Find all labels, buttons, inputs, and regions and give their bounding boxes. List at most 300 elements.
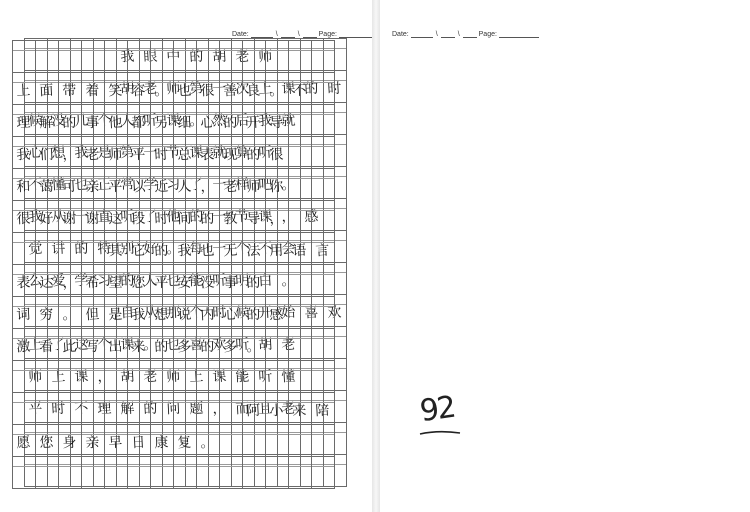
grid-cell xyxy=(105,265,128,297)
essay-character: 上 xyxy=(50,368,66,386)
grid-cell xyxy=(151,73,174,105)
essay-character: 老 xyxy=(84,146,100,164)
grid-cell xyxy=(197,393,220,425)
date-separator: \ xyxy=(457,31,460,38)
essay-character: 是 xyxy=(96,144,112,162)
date-separator: \ xyxy=(297,31,300,38)
grid-cell xyxy=(289,169,312,201)
essay-character: 一 xyxy=(211,176,227,194)
essay-character: 愿 xyxy=(15,434,31,452)
grid-cell xyxy=(59,329,82,361)
essay-character: 很 xyxy=(15,210,31,228)
grid-cell xyxy=(36,425,59,457)
essay-character: 老 xyxy=(142,80,158,98)
essay-character: 的 xyxy=(153,242,169,260)
grid-cell xyxy=(289,361,312,393)
essay-character: 白 xyxy=(257,272,273,290)
essay-character: 课 xyxy=(119,336,135,354)
grid-cell xyxy=(197,137,220,169)
page-label: Page: xyxy=(478,31,497,38)
essay-character: 时 xyxy=(153,210,169,228)
essay-character: 平 xyxy=(130,146,146,164)
essay-character: 心 xyxy=(199,114,215,132)
essay-character: 望 xyxy=(107,274,123,292)
grid-cell xyxy=(36,361,59,393)
grid-cell xyxy=(266,265,289,297)
essay-character: 。 xyxy=(280,176,296,194)
page-label: Page: xyxy=(318,31,337,38)
grid-cell xyxy=(36,233,59,265)
page-gutter xyxy=(372,0,380,512)
grid-cell xyxy=(82,137,105,169)
grid-cell xyxy=(174,361,197,393)
grid-cell xyxy=(243,73,266,105)
grid-cell xyxy=(151,425,174,457)
grid-cell xyxy=(128,393,151,425)
essay-character: 复 xyxy=(176,434,192,452)
essay-character: 表 xyxy=(15,274,31,292)
grid-cell xyxy=(105,73,128,105)
essay-character: 一 xyxy=(211,80,227,98)
essay-character: 另 xyxy=(153,114,169,132)
essay-character: 老 xyxy=(280,400,296,418)
essay-character: 康 xyxy=(153,434,169,452)
essay-character: 不 xyxy=(73,400,89,418)
score-underline-mark xyxy=(418,430,462,436)
essay-character: 平 xyxy=(153,274,169,292)
essay-character: 开 xyxy=(245,114,261,132)
grid-cell xyxy=(243,105,266,137)
grid-cell xyxy=(13,73,36,105)
grid-cell xyxy=(243,361,266,393)
essay-character: 平 xyxy=(27,400,43,418)
grid-cell xyxy=(128,265,151,297)
grid-cell xyxy=(105,41,128,73)
essay-character: 心 xyxy=(27,144,43,162)
essay-character: 细 xyxy=(176,114,192,132)
essay-character: 阿 xyxy=(245,402,261,420)
essay-character: 课 xyxy=(280,80,296,98)
essay-character: 喜 xyxy=(188,336,204,354)
essay-character: 课 xyxy=(188,144,204,162)
left-page-header xyxy=(232,26,379,38)
essay-character: 的 xyxy=(61,114,77,132)
essay-character: 解 xyxy=(119,400,135,418)
essay-character: 的 xyxy=(245,146,261,164)
grid-cell xyxy=(13,297,36,329)
grid-cell xyxy=(105,393,128,425)
essay-character: 老 xyxy=(234,48,250,66)
essay-character: 师 xyxy=(107,146,123,164)
essay-character: 节 xyxy=(234,208,250,226)
grid-cell xyxy=(266,73,289,105)
grid-cell xyxy=(220,297,243,329)
grid-cell xyxy=(151,265,174,297)
essay-character: 理 xyxy=(96,400,112,418)
grid-cell xyxy=(36,73,59,105)
grid-cell xyxy=(36,41,59,73)
essay-character: 常 xyxy=(119,176,135,194)
grid-cell xyxy=(128,329,151,361)
essay-character: 正 xyxy=(96,176,112,194)
essay-character: 我 xyxy=(257,112,273,130)
grid-cell xyxy=(82,233,105,265)
essay-character: 蔼 xyxy=(38,178,54,196)
essay-character: 激 xyxy=(15,338,31,356)
grid-cell xyxy=(105,425,128,457)
grid-cell xyxy=(220,361,243,393)
essay-character: 用 xyxy=(268,242,284,260)
essay-character: 导 xyxy=(268,114,284,132)
grid-cell xyxy=(266,137,289,169)
grid-cell xyxy=(36,329,59,361)
essay-character: 此 xyxy=(61,338,77,356)
grid-cell xyxy=(13,361,36,393)
grid-cell xyxy=(128,105,151,137)
essay-character: 间 xyxy=(176,210,192,228)
essay-character: 感 xyxy=(268,306,284,324)
essay-character: 会 xyxy=(280,240,296,258)
essay-character: 容 xyxy=(130,82,146,100)
essay-character: 就 xyxy=(280,112,296,130)
grid-cell xyxy=(266,233,289,265)
grid-cell xyxy=(243,329,266,361)
grid-cell xyxy=(289,73,312,105)
essay-character: 的 xyxy=(153,338,169,356)
essay-character: 上 xyxy=(15,82,31,100)
grid-cell xyxy=(197,233,220,265)
grid-cell xyxy=(36,297,59,329)
grid-cell xyxy=(266,169,289,201)
essay-character: 也 xyxy=(176,82,192,100)
grid-cell xyxy=(174,329,197,361)
essay-character: 每 xyxy=(188,240,204,258)
grid-cell xyxy=(151,361,174,393)
essay-character: 。 xyxy=(61,306,77,324)
grid-cell xyxy=(151,201,174,233)
grid-cell xyxy=(312,73,335,105)
grid-cell xyxy=(220,169,243,201)
grid-cell xyxy=(312,105,335,137)
grid-cell xyxy=(243,457,266,489)
grid-cell xyxy=(197,425,220,457)
essay-character: 导 xyxy=(245,210,261,228)
grid-cell xyxy=(174,297,197,329)
grid-cell xyxy=(174,201,197,233)
grid-cell xyxy=(243,233,266,265)
grid-cell xyxy=(243,169,266,201)
essay-character: 的 xyxy=(119,272,135,290)
grid-cell xyxy=(312,393,335,425)
essay-character: 听 xyxy=(142,112,158,130)
essay-character: 的 xyxy=(303,80,319,98)
essay-character: 课 xyxy=(257,208,273,226)
grid-cell xyxy=(82,297,105,329)
essay-character: 你 xyxy=(268,178,284,196)
essay-character: 中 xyxy=(165,48,181,66)
grid-cell xyxy=(13,41,36,73)
essay-character: 很 xyxy=(268,146,284,164)
grid-cell xyxy=(312,41,335,73)
grid-cell xyxy=(312,425,335,457)
grid-cell xyxy=(105,329,128,361)
date-blank xyxy=(441,30,455,38)
grid-cell xyxy=(289,137,312,169)
essay-character: 穷 xyxy=(38,306,54,324)
essay-character: 感 xyxy=(303,208,319,226)
essay-character: 总 xyxy=(176,146,192,164)
grid-cell xyxy=(243,265,266,297)
grid-cell xyxy=(59,361,82,393)
grid-cell xyxy=(105,169,128,201)
grid-cell xyxy=(59,137,82,169)
essay-character: 言 xyxy=(314,242,330,260)
essay-character: 别 xyxy=(119,240,135,258)
essay-character: 表 xyxy=(199,146,215,164)
essay-character: 老 xyxy=(280,336,296,354)
date-blank xyxy=(411,30,433,38)
grid-cell xyxy=(105,457,128,489)
grid-cell xyxy=(243,393,266,425)
essay-character: 了 xyxy=(50,336,66,354)
essay-character: 多 xyxy=(222,338,238,356)
grid-cell xyxy=(289,329,312,361)
grid-cell xyxy=(266,329,289,361)
grid-cell xyxy=(128,425,151,457)
essay-character: 平 xyxy=(107,178,123,196)
essay-character: 的 xyxy=(245,306,261,324)
essay-character: 陪 xyxy=(314,402,330,420)
essay-character: 希 xyxy=(84,274,100,292)
grid-cell xyxy=(266,105,289,137)
grid-cell xyxy=(266,425,289,457)
essay-character: 候 xyxy=(234,304,250,322)
essay-character: 人 xyxy=(176,178,192,196)
essay-character: 多 xyxy=(176,338,192,356)
grid-cell xyxy=(82,41,105,73)
essay-character: 胡 xyxy=(119,80,135,98)
essay-character: 亲 xyxy=(84,434,100,452)
essay-character: 以 xyxy=(130,178,146,196)
essay-character: 听 xyxy=(257,368,273,386)
essay-character: 但 xyxy=(84,306,100,324)
essay-character: 来 xyxy=(130,338,146,356)
essay-character: 时 xyxy=(153,146,169,164)
grid-cell xyxy=(82,105,105,137)
essay-character: 这 xyxy=(107,210,123,228)
grid-cell xyxy=(128,201,151,233)
essay-character: 师 xyxy=(257,48,273,66)
essay-character: 看 xyxy=(38,338,54,356)
grid-cell xyxy=(105,361,128,393)
essay-character: 的 xyxy=(245,274,261,292)
grid-cell xyxy=(13,169,36,201)
essay-character: 好 xyxy=(38,210,54,228)
grid-cell xyxy=(243,425,266,457)
grid-cell xyxy=(220,425,243,457)
essay-character: 自 xyxy=(119,304,135,322)
essay-character: 教 xyxy=(222,210,238,228)
grid-cell xyxy=(82,393,105,425)
grid-cell xyxy=(312,265,335,297)
essay-character: 时 xyxy=(211,304,227,322)
essay-character: 了 xyxy=(142,208,158,226)
essay-character: 不 xyxy=(257,240,273,258)
essay-character: 老 xyxy=(142,368,158,386)
essay-character: 。 xyxy=(165,240,181,258)
essay-character: ， xyxy=(280,208,296,226)
right-page-header xyxy=(392,26,539,38)
essay-character: 第 xyxy=(188,80,204,98)
essay-character: 师 xyxy=(27,368,43,386)
essay-character: 语 xyxy=(291,242,307,260)
grid-cell xyxy=(59,105,82,137)
grid-cell xyxy=(105,137,128,169)
grid-cell xyxy=(174,105,197,137)
grid-cell xyxy=(59,201,82,233)
essay-character: 能 xyxy=(188,272,204,290)
grid-cell xyxy=(312,329,335,361)
essay-character: 个 xyxy=(234,240,250,258)
date-label: Date: xyxy=(232,31,249,38)
essay-character: 觉 xyxy=(27,240,43,258)
essay-character: 听 xyxy=(257,144,273,162)
grid-cell xyxy=(128,233,151,265)
right-writing-grid xyxy=(12,40,335,489)
essay-character: 词 xyxy=(15,306,31,324)
essay-character: 眼 xyxy=(142,48,158,66)
grid-cell xyxy=(243,201,266,233)
essay-character: 我 xyxy=(130,306,146,324)
essay-character: 始 xyxy=(280,304,296,322)
grid-cell xyxy=(36,457,59,489)
essay-character: 候 xyxy=(27,112,43,130)
grid-cell xyxy=(82,457,105,489)
essay-character: 欢 xyxy=(326,304,342,322)
grid-cell xyxy=(197,457,220,489)
date-separator: \ xyxy=(435,31,438,38)
essay-character: 都 xyxy=(130,114,146,132)
grid-cell xyxy=(197,361,220,393)
essay-character: 算 xyxy=(234,144,250,162)
essay-character: 想 xyxy=(50,144,66,162)
essay-character: 其 xyxy=(107,242,123,260)
grid-cell xyxy=(59,73,82,105)
grid-cell xyxy=(174,169,197,201)
essay-character: 谢 xyxy=(84,210,100,228)
grid-cell xyxy=(128,297,151,329)
date-blank xyxy=(303,30,317,38)
grid-cell xyxy=(59,233,82,265)
grid-cell xyxy=(174,265,197,297)
essay-character: 您 xyxy=(130,274,146,292)
essay-character: 您 xyxy=(38,434,54,452)
grid-cell xyxy=(151,41,174,73)
essay-character: 也 xyxy=(165,336,181,354)
essay-character: 。 xyxy=(153,82,169,100)
essay-character: 安 xyxy=(176,274,192,292)
grid-cell xyxy=(13,233,36,265)
grid-cell xyxy=(13,137,36,169)
grid-cell xyxy=(266,41,289,73)
grid-cell xyxy=(174,425,197,457)
essay-character: 后 xyxy=(234,112,250,130)
essay-character: 就 xyxy=(211,144,227,162)
essay-character: 能 xyxy=(234,368,250,386)
essay-character: 那 xyxy=(165,304,181,322)
grid-cell xyxy=(13,265,36,297)
essay-character: 从 xyxy=(142,304,158,322)
grid-cell xyxy=(59,393,82,425)
grid-cell xyxy=(289,457,312,489)
grid-cell xyxy=(289,425,312,457)
essay-character: 然 xyxy=(211,112,227,130)
essay-character: 开 xyxy=(257,304,273,322)
essay-character: 不 xyxy=(291,82,307,100)
essay-character: 几 xyxy=(73,112,89,130)
grid-cell xyxy=(220,137,243,169)
grid-cell xyxy=(82,265,105,297)
grid-cell xyxy=(197,73,220,105)
essay-character: 早 xyxy=(107,434,123,452)
grid-cell xyxy=(174,73,197,105)
date-blank xyxy=(463,30,477,38)
grid-cell xyxy=(197,297,220,329)
essay-character: 且 xyxy=(257,400,273,418)
grid-cell xyxy=(151,393,174,425)
grid-cell xyxy=(36,169,59,201)
grid-cell xyxy=(82,425,105,457)
essay-character: 达 xyxy=(38,274,54,292)
grid-cell xyxy=(59,169,82,201)
grid-cell xyxy=(36,137,59,169)
essay-character: 事 xyxy=(84,114,100,132)
grid-cell xyxy=(174,393,197,425)
essay-character: 第 xyxy=(119,144,135,162)
grid-cell xyxy=(243,41,266,73)
essay-character: 也 xyxy=(73,176,89,194)
essay-character: 笑 xyxy=(107,82,123,100)
essay-character: 个 xyxy=(96,112,112,130)
grid-cell xyxy=(197,265,220,297)
grid-cell xyxy=(13,201,36,233)
grid-cell xyxy=(197,169,220,201)
essay-character: 人 xyxy=(142,272,158,290)
grid-cell xyxy=(312,361,335,393)
grid-cell xyxy=(197,329,220,361)
essay-character: ， xyxy=(211,400,227,418)
grid-cell xyxy=(197,201,220,233)
grid-cell xyxy=(151,297,174,329)
essay-character: 。 xyxy=(268,82,284,100)
grid-cell xyxy=(13,393,36,425)
essay-character: 的 xyxy=(199,210,215,228)
essay-character: 着 xyxy=(84,82,100,100)
grid-cell xyxy=(128,41,151,73)
essay-character: 。 xyxy=(142,336,158,354)
grid-cell xyxy=(36,105,59,137)
essay-character: 善 xyxy=(222,82,238,100)
essay-character: ， xyxy=(61,146,77,164)
grid-cell xyxy=(36,265,59,297)
essay-character: 解 xyxy=(38,114,54,132)
grid-cell xyxy=(151,169,174,201)
grid-cell xyxy=(289,201,312,233)
grid-cell xyxy=(266,457,289,489)
essay-character: 的 xyxy=(188,48,204,66)
grid-cell xyxy=(13,105,36,137)
essay-character: 我 xyxy=(119,48,135,66)
